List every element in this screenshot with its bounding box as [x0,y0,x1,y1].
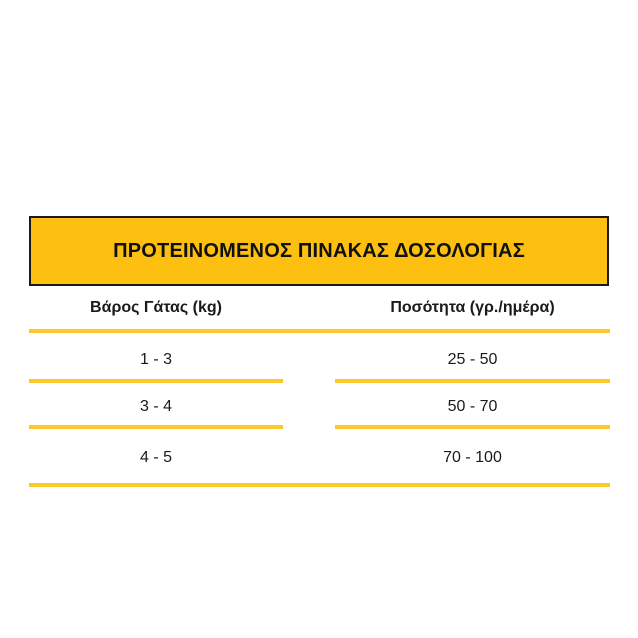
row-3-quantity: 70 - 100 [443,449,502,466]
row-3-weight: 4 - 5 [139,449,172,466]
row-2-divider-left [29,425,283,429]
table-title: ΠΡΟΤΕΙΝΟΜΕΝΟΣ ΠΙΝΑΚΑΣ ΔΟΣΟΛΟΓΙΑΣ [113,239,525,262]
row-1-divider-right [335,379,610,383]
header-cat-weight: Βάρος Γάτας (kg) [90,299,222,316]
row-1-divider-left [29,379,283,383]
row-1-quantity: 25 - 50 [447,351,498,368]
row-2-divider-right [335,425,610,429]
header-quantity: Ποσότητα (γρ./ημέρα) [390,299,555,316]
header-divider [29,329,610,333]
row-1-weight: 1 - 3 [139,351,172,368]
row-2-quantity: 50 - 70 [447,398,498,415]
row-2-weight: 3 - 4 [139,398,172,415]
table-bottom-divider [29,483,610,487]
table-title-box [29,216,609,286]
